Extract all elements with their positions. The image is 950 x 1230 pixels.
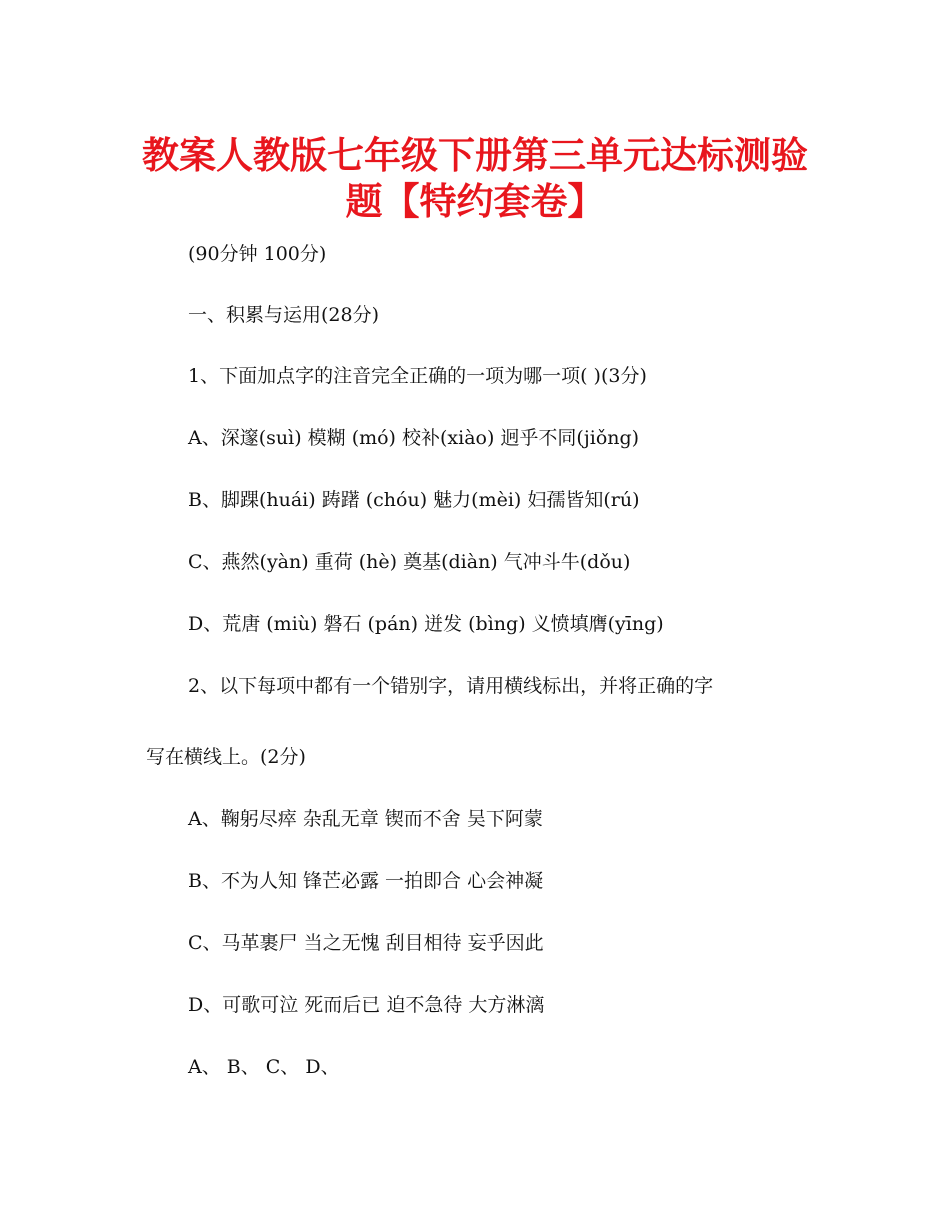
question-1-option-c: C、燕然(yàn) 重荷 (hè) 奠基(diàn) 气冲斗牛(dǒu) xyxy=(188,551,631,573)
question-2-stem-line-1: 2、以下每项中都有一个错别字，请用横线标出，并将正确的字 xyxy=(188,675,714,697)
question-1-option-b: B、脚踝(huái) 踌躇 (chóu) 魅力(mèi) 妇孺皆知(rú) xyxy=(188,489,640,511)
title-line-1: 教案人教版七年级下册第三单元达标测验 xyxy=(142,134,808,177)
question-2-answer-blanks: A、 B、 C、 D、 xyxy=(188,1056,340,1078)
question-2-stem-line-2: 写在横线上。(2分) xyxy=(146,746,306,768)
question-2-option-c: C、马革裹尸 当之无愧 刮目相待 妄乎因此 xyxy=(188,932,544,954)
title-line-2: 题【特约套卷】 xyxy=(345,180,605,223)
document-title xyxy=(120,133,830,225)
question-2-option-a: A、鞠躬尽瘁 杂乱无章 锲而不舍 吴下阿蒙 xyxy=(188,808,543,830)
question-2-option-b: B、不为人知 锋芒必露 一拍即合 心会神凝 xyxy=(188,870,544,892)
question-1-option-d: D、荒唐 (miù) 磐石 (pán) 迸发 (bìng) 义愤填膺(yīng) xyxy=(188,613,664,635)
section-heading-1: 一、积累与运用(28分) xyxy=(188,304,380,326)
question-2-option-d: D、可歌可泣 死而后已 迫不急待 大方淋漓 xyxy=(188,994,545,1016)
question-1-option-a: A、深邃(suì) 模糊 (mó) 校补(xiào) 迥乎不同(jiǒng) xyxy=(188,427,640,449)
time-score-info: (90分钟 100分) xyxy=(188,243,327,265)
question-1-stem: 1、下面加点字的注音完全正确的一项为哪一项( )(3分) xyxy=(188,365,647,387)
